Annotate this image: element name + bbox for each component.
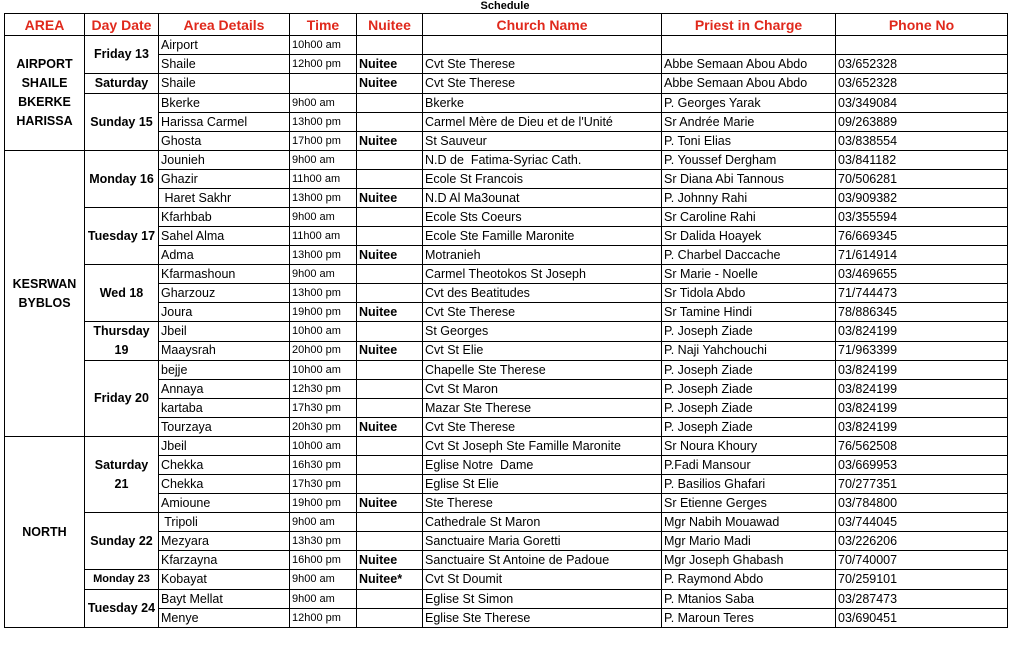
time-cell: 13h00 pm bbox=[290, 284, 357, 303]
time-cell: 9h00 am bbox=[290, 265, 357, 284]
details-cell: Kfarzayna bbox=[159, 551, 290, 570]
nuitee-cell bbox=[357, 437, 423, 456]
nuitee-cell: Nuitee bbox=[357, 132, 423, 151]
church-cell: Cvt Ste Therese bbox=[423, 418, 662, 437]
table-row bbox=[5, 151, 1008, 170]
priest-cell: Sr Diana Abi Tannous bbox=[662, 170, 836, 189]
phone-cell: 71/963399 bbox=[836, 341, 1008, 361]
details-cell: Airport bbox=[159, 36, 290, 55]
church-cell: St Georges bbox=[423, 322, 662, 342]
phone-cell: 71/744473 bbox=[836, 284, 1008, 303]
details-cell: Bayt Mellat bbox=[159, 590, 290, 609]
details-cell: Bkerke bbox=[159, 94, 290, 113]
time-cell: 12h30 pm bbox=[290, 380, 357, 399]
header-details: Area Details bbox=[159, 14, 290, 36]
church-cell: Eglise St Simon bbox=[423, 590, 662, 609]
details-cell: Jbeil bbox=[159, 322, 290, 342]
church-cell: Ste Therese bbox=[423, 494, 662, 513]
church-cell: Sanctuaire St Antoine de Padoue bbox=[423, 551, 662, 570]
table-row bbox=[5, 265, 1008, 284]
church-cell: St Sauveur bbox=[423, 132, 662, 151]
details-cell: Joura bbox=[159, 303, 290, 322]
time-cell: 10h00 am bbox=[290, 322, 357, 342]
nuitee-cell: Nuitee bbox=[357, 418, 423, 437]
nuitee-cell bbox=[357, 513, 423, 532]
church-cell: Eglise St Elie bbox=[423, 475, 662, 494]
table-row bbox=[5, 322, 1008, 342]
header-priest: Priest in Charge bbox=[662, 14, 836, 36]
church-cell: Cvt Ste Therese bbox=[423, 303, 662, 322]
details-cell: Tripoli bbox=[159, 513, 290, 532]
priest-cell: P. Charbel Daccache bbox=[662, 246, 836, 265]
details-cell: Ghazir bbox=[159, 170, 290, 189]
nuitee-cell bbox=[357, 380, 423, 399]
time-cell: 9h00 am bbox=[290, 208, 357, 227]
priest-cell: P. Mtanios Saba bbox=[662, 590, 836, 609]
phone-cell: 76/669345 bbox=[836, 227, 1008, 246]
nuitee-cell bbox=[357, 94, 423, 113]
day-cell: Tuesday 24 bbox=[85, 590, 159, 628]
phone-cell: 03/669953 bbox=[836, 456, 1008, 475]
church-cell: Carmel Mère de Dieu et de l'Unité bbox=[423, 113, 662, 132]
church-cell: Eglise Ste Therese bbox=[423, 609, 662, 628]
priest-cell: Abbe Semaan Abou Abdo bbox=[662, 74, 836, 94]
church-cell: Motranieh bbox=[423, 246, 662, 265]
details-cell: bejje bbox=[159, 361, 290, 380]
details-cell: Sahel Alma bbox=[159, 227, 290, 246]
details-cell: Adma bbox=[159, 246, 290, 265]
time-cell: 9h00 am bbox=[290, 94, 357, 113]
nuitee-cell bbox=[357, 399, 423, 418]
priest-cell: P. Joseph Ziade bbox=[662, 380, 836, 399]
church-cell: Cvt Ste Therese bbox=[423, 74, 662, 94]
church-cell: N.D Al Ma3ounat bbox=[423, 189, 662, 208]
nuitee-cell bbox=[357, 322, 423, 342]
day-cell: Sunday 15 bbox=[85, 94, 159, 151]
table-row bbox=[5, 361, 1008, 380]
church-cell: Cvt St Joseph Ste Famille Maronite bbox=[423, 437, 662, 456]
details-cell: Kfarhbab bbox=[159, 208, 290, 227]
time-cell: 10h00 am bbox=[290, 361, 357, 380]
details-cell: Haret Sakhr bbox=[159, 189, 290, 208]
header-nuitee: Nuitee bbox=[357, 14, 423, 36]
phone-cell: 78/886345 bbox=[836, 303, 1008, 322]
day-cell: Thursday 19 bbox=[85, 322, 159, 361]
priest-cell: P. Raymond Abdo bbox=[662, 570, 836, 590]
church-cell: Ecole Ste Famille Maronite bbox=[423, 227, 662, 246]
church-cell: Carmel Theotokos St Joseph bbox=[423, 265, 662, 284]
area-cell: KESRWAN BYBLOS bbox=[5, 151, 85, 437]
church-cell: N.D de Fatima-Syriac Cath. bbox=[423, 151, 662, 170]
time-cell: 17h30 pm bbox=[290, 475, 357, 494]
details-cell: Ghosta bbox=[159, 132, 290, 151]
nuitee-cell bbox=[357, 151, 423, 170]
nuitee-cell bbox=[357, 361, 423, 380]
day-cell: Monday 16 bbox=[85, 151, 159, 208]
phone-cell: 03/469655 bbox=[836, 265, 1008, 284]
time-cell: 17h30 pm bbox=[290, 399, 357, 418]
nuitee-cell bbox=[357, 532, 423, 551]
area-cell: NORTH bbox=[5, 437, 85, 628]
priest-cell: Sr Etienne Gerges bbox=[662, 494, 836, 513]
nuitee-cell: Nuitee bbox=[357, 74, 423, 94]
priest-cell: P. Joseph Ziade bbox=[662, 399, 836, 418]
details-cell: Kobayat bbox=[159, 570, 290, 590]
details-cell: Chekka bbox=[159, 456, 290, 475]
day-cell: Tuesday 17 bbox=[85, 208, 159, 265]
phone-cell: 03/824199 bbox=[836, 399, 1008, 418]
details-cell: Menye bbox=[159, 609, 290, 628]
church-cell: Cvt St Maron bbox=[423, 380, 662, 399]
table-row bbox=[5, 570, 1008, 590]
priest-cell: Sr Noura Khoury bbox=[662, 437, 836, 456]
nuitee-cell bbox=[357, 170, 423, 189]
church-cell: Cvt St Doumit bbox=[423, 570, 662, 590]
time-cell: 13h00 pm bbox=[290, 246, 357, 265]
time-cell: 9h00 am bbox=[290, 151, 357, 170]
priest-cell: Sr Marie - Noelle bbox=[662, 265, 836, 284]
phone-cell: 03/744045 bbox=[836, 513, 1008, 532]
phone-cell: 70/259101 bbox=[836, 570, 1008, 590]
details-cell: Jbeil bbox=[159, 437, 290, 456]
phone-cell: 76/562508 bbox=[836, 437, 1008, 456]
priest-cell: Sr Caroline Rahi bbox=[662, 208, 836, 227]
phone-cell: 03/824199 bbox=[836, 322, 1008, 342]
details-cell: Shaile bbox=[159, 74, 290, 94]
details-cell: Harissa Carmel bbox=[159, 113, 290, 132]
nuitee-cell: Nuitee bbox=[357, 189, 423, 208]
day-cell: Friday 13 bbox=[85, 36, 159, 74]
nuitee-cell bbox=[357, 265, 423, 284]
day-cell: Sunday 22 bbox=[85, 513, 159, 570]
nuitee-cell bbox=[357, 590, 423, 609]
details-cell: Annaya bbox=[159, 380, 290, 399]
header-phone: Phone No bbox=[836, 14, 1008, 36]
priest-cell: Sr Tamine Hindi bbox=[662, 303, 836, 322]
details-cell: Amioune bbox=[159, 494, 290, 513]
table-row bbox=[5, 74, 1008, 94]
phone-cell: 03/226206 bbox=[836, 532, 1008, 551]
phone-cell: 09/263889 bbox=[836, 113, 1008, 132]
time-cell: 13h30 pm bbox=[290, 532, 357, 551]
table-row bbox=[5, 208, 1008, 227]
header-time: Time bbox=[290, 14, 357, 36]
nuitee-cell: Nuitee bbox=[357, 246, 423, 265]
church-cell: Bkerke bbox=[423, 94, 662, 113]
church-cell: Cathedrale St Maron bbox=[423, 513, 662, 532]
nuitee-cell bbox=[357, 227, 423, 246]
time-cell: 16h00 pm bbox=[290, 551, 357, 570]
details-cell: Maaysrah bbox=[159, 341, 290, 361]
priest-cell: Sr Dalida Hoayek bbox=[662, 227, 836, 246]
church-cell: Mazar Ste Therese bbox=[423, 399, 662, 418]
nuitee-cell bbox=[357, 284, 423, 303]
phone-cell: 03/784800 bbox=[836, 494, 1008, 513]
details-cell: Gharzouz bbox=[159, 284, 290, 303]
details-cell: Shaile bbox=[159, 55, 290, 74]
phone-cell: 03/690451 bbox=[836, 609, 1008, 628]
nuitee-cell bbox=[357, 609, 423, 628]
priest-cell: Sr Andrée Marie bbox=[662, 113, 836, 132]
time-cell: 13h00 pm bbox=[290, 189, 357, 208]
phone-cell: 03/909382 bbox=[836, 189, 1008, 208]
table-row bbox=[5, 94, 1008, 113]
details-cell: Jounieh bbox=[159, 151, 290, 170]
details-cell: Chekka bbox=[159, 475, 290, 494]
phone-cell: 03/824199 bbox=[836, 418, 1008, 437]
schedule-body bbox=[5, 36, 1008, 628]
header-row bbox=[5, 14, 1008, 36]
time-cell: 9h00 am bbox=[290, 513, 357, 532]
time-cell: 17h00 pm bbox=[290, 132, 357, 151]
day-cell: Monday 23 bbox=[85, 570, 159, 590]
priest-cell: Abbe Semaan Abou Abdo bbox=[662, 55, 836, 74]
priest-cell: P. Georges Yarak bbox=[662, 94, 836, 113]
church-cell: Cvt Ste Therese bbox=[423, 55, 662, 74]
priest-cell: P. Maroun Teres bbox=[662, 609, 836, 628]
priest-cell: Sr Tidola Abdo bbox=[662, 284, 836, 303]
header-area: AREA bbox=[5, 14, 85, 36]
header-day: Day Date bbox=[85, 14, 159, 36]
header-church: Church Name bbox=[423, 14, 662, 36]
priest-cell: P. Joseph Ziade bbox=[662, 322, 836, 342]
nuitee-cell: Nuitee bbox=[357, 551, 423, 570]
details-cell: Tourzaya bbox=[159, 418, 290, 437]
phone-cell: 03/824199 bbox=[836, 380, 1008, 399]
time-cell: 19h00 pm bbox=[290, 494, 357, 513]
church-cell: Cvt St Elie bbox=[423, 341, 662, 361]
time-cell: 10h00 am bbox=[290, 437, 357, 456]
nuitee-cell bbox=[357, 475, 423, 494]
nuitee-cell: Nuitee bbox=[357, 341, 423, 361]
church-cell: Ecole Sts Coeurs bbox=[423, 208, 662, 227]
phone-cell: 03/824199 bbox=[836, 361, 1008, 380]
nuitee-cell: Nuitee bbox=[357, 55, 423, 74]
phone-cell: 03/838554 bbox=[836, 132, 1008, 151]
phone-cell: 03/652328 bbox=[836, 55, 1008, 74]
details-cell: Kfarmashoun bbox=[159, 265, 290, 284]
priest-cell: Mgr Mario Madi bbox=[662, 532, 836, 551]
phone-cell: 03/841182 bbox=[836, 151, 1008, 170]
time-cell: 11h00 am bbox=[290, 170, 357, 189]
time-cell: 16h30 pm bbox=[290, 456, 357, 475]
day-cell: Friday 20 bbox=[85, 361, 159, 437]
time-cell: 9h00 am bbox=[290, 570, 357, 590]
church-cell: Ecole St Francois bbox=[423, 170, 662, 189]
table-row bbox=[5, 513, 1008, 532]
time-cell: 11h00 am bbox=[290, 227, 357, 246]
nuitee-cell: Nuitee* bbox=[357, 570, 423, 590]
phone-cell: 03/287473 bbox=[836, 590, 1008, 609]
details-cell: Mezyara bbox=[159, 532, 290, 551]
phone-cell: 03/349084 bbox=[836, 94, 1008, 113]
phone-cell: 03/355594 bbox=[836, 208, 1008, 227]
nuitee-cell: Nuitee bbox=[357, 494, 423, 513]
priest-cell: P. Naji Yahchouchi bbox=[662, 341, 836, 361]
time-cell: 9h00 am bbox=[290, 590, 357, 609]
time-cell: 13h00 pm bbox=[290, 113, 357, 132]
nuitee-cell bbox=[357, 36, 423, 55]
phone-cell: 70/740007 bbox=[836, 551, 1008, 570]
nuitee-cell: Nuitee bbox=[357, 303, 423, 322]
priest-cell: P. Joseph Ziade bbox=[662, 361, 836, 380]
phone-cell bbox=[836, 36, 1008, 55]
church-cell: Sanctuaire Maria Goretti bbox=[423, 532, 662, 551]
priest-cell: P. Toni Elias bbox=[662, 132, 836, 151]
nuitee-cell bbox=[357, 456, 423, 475]
table-row bbox=[5, 590, 1008, 609]
time-cell: 20h00 pm bbox=[290, 341, 357, 361]
priest-cell: P. Joseph Ziade bbox=[662, 418, 836, 437]
priest-cell: Mgr Nabih Mouawad bbox=[662, 513, 836, 532]
church-cell bbox=[423, 36, 662, 55]
table-row bbox=[5, 437, 1008, 456]
time-cell: 19h00 pm bbox=[290, 303, 357, 322]
phone-cell: 03/652328 bbox=[836, 74, 1008, 94]
area-cell: AIRPORT SHAILE BKERKE HARISSA bbox=[5, 36, 85, 151]
day-cell: Wed 18 bbox=[85, 265, 159, 322]
time-cell: 20h30 pm bbox=[290, 418, 357, 437]
schedule-table bbox=[4, 13, 1008, 628]
phone-cell: 70/277351 bbox=[836, 475, 1008, 494]
day-cell: Saturday 21 bbox=[85, 437, 159, 513]
church-cell: Eglise Notre Dame bbox=[423, 456, 662, 475]
time-cell bbox=[290, 74, 357, 94]
day-cell: Saturday bbox=[85, 74, 159, 94]
phone-cell: 70/506281 bbox=[836, 170, 1008, 189]
page-title: Schedule bbox=[480, 0, 530, 12]
priest-cell: P. Basilios Ghafari bbox=[662, 475, 836, 494]
priest-cell: P. Youssef Dergham bbox=[662, 151, 836, 170]
table-row bbox=[5, 36, 1008, 55]
nuitee-cell bbox=[357, 208, 423, 227]
time-cell: 10h00 am bbox=[290, 36, 357, 55]
details-cell: kartaba bbox=[159, 399, 290, 418]
priest-cell: P.Fadi Mansour bbox=[662, 456, 836, 475]
time-cell: 12h00 pm bbox=[290, 55, 357, 74]
phone-cell: 71/614914 bbox=[836, 246, 1008, 265]
nuitee-cell bbox=[357, 113, 423, 132]
priest-cell bbox=[662, 36, 836, 55]
priest-cell: P. Johnny Rahi bbox=[662, 189, 836, 208]
priest-cell: Mgr Joseph Ghabash bbox=[662, 551, 836, 570]
church-cell: Cvt des Beatitudes bbox=[423, 284, 662, 303]
church-cell: Chapelle Ste Therese bbox=[423, 361, 662, 380]
time-cell: 12h00 pm bbox=[290, 609, 357, 628]
